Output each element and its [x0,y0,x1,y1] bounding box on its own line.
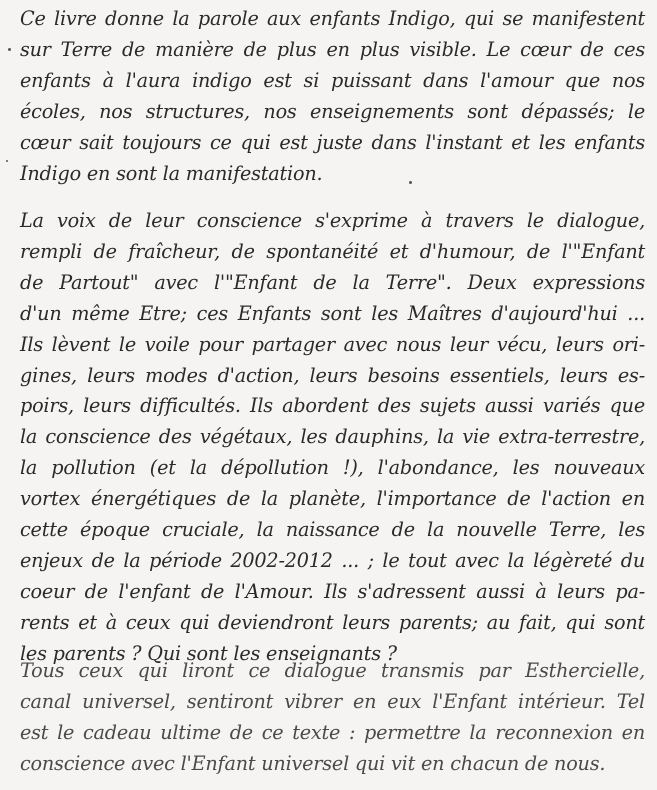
scan-speck [409,181,412,184]
text-line: poirs, leurs difficultés. Ils abordent des sujets aussi variés que [20,394,645,418]
text-line: sur Terre de manière de plus en plus visible. Le cœur de ces [20,37,645,61]
text-line: canal universel, sentiront vibrer en eux l'Enfant intérieur. Tel [20,689,645,713]
paragraph-body [20,206,645,670]
text-line: Indigo en sont la manifestation. [20,161,323,185]
scan-speck [8,48,11,51]
text-line: gines, leurs modes d'action, leurs besoins essentiels, leurs es- [20,363,645,387]
text-line: est le cadeau ultime de ce texte : permettre la reconnexion en [20,720,645,744]
text-line: enfants à l'aura indigo est si puissant dans l'amour que nos [20,68,645,92]
paragraph-closing [20,656,645,780]
paragraph-intro [20,4,645,189]
text-line: cœur sait toujours ce qui est juste dans l'instant et les enfants [20,130,645,154]
text-line: écoles, nos structures, nos enseignements sont dépassés; le [20,99,645,123]
text-line: d'un même Etre; ces Enfants sont les Maîtres d'aujourd'hui ... [20,301,645,325]
text-line: conscience avec l'Enfant universel qui vit en chacun de nous. [20,751,606,775]
text-line: la conscience des végétaux, les dauphins, la vie extra-terrestre, [20,425,645,449]
text-line: Ils lèvent le voile pour partager avec nous leur vécu, leurs ori- [20,332,645,356]
text-line: Tous ceux qui liront ce dialogue transmis par Esthercielle, [20,659,645,682]
text-line: Ce livre donne la parole aux enfants Indigo, qui se manifestent [20,7,645,30]
text-line: les parents ? Qui sont les enseignants ? [20,641,397,665]
text-line: de Partout" avec l'"Enfant de la Terre". Deux expressions [20,270,645,294]
text-line: rempli de fraîcheur, de spontanéité et d'humour, de l'"Enfant [20,239,645,263]
text-line: vortex énergétiques de la planète, l'importance de l'action en [20,487,645,511]
text-line: cette époque cruciale, la naissance de la nouvelle Terre, les [20,518,645,542]
text-line: rents et à ceux qui deviendront leurs parents; au fait, qui sont [20,610,645,634]
scan-speck [6,160,8,162]
text-line: coeur de l'enfant de l'Amour. Ils s'adressent aussi à leurs pa- [20,579,645,603]
text-line: La voix de leur conscience s'exprime à travers le dialogue, [20,209,645,232]
text-line: la pollution (et la dépollution !), l'abondance, les nouveaux [20,456,645,480]
text-line: enjeux de la période 2002-2012 ... ; le tout avec la légèreté du [20,548,645,572]
